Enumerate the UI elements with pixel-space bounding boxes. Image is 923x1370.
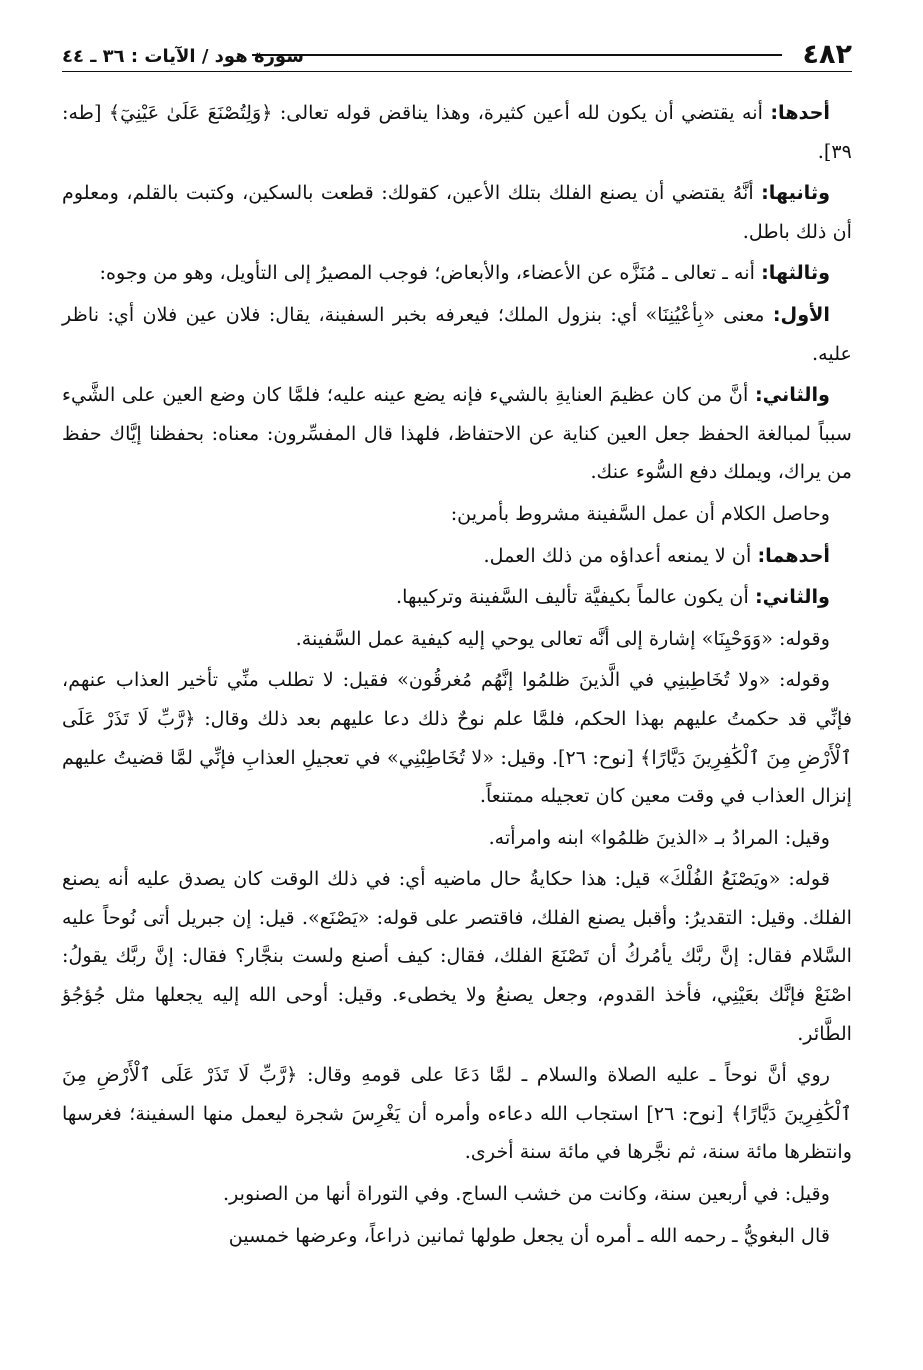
paragraph: [62, 94, 852, 171]
paragraph-lead: وثالثها:: [761, 261, 830, 285]
header-rule: [252, 54, 782, 56]
paragraph-text: أنَّ من كان عظيمَ العنايةِ بالشيء فإنه يضع عينه عليه؛ فلمَّا كان وضع العين على الشَّيء سبباً لمبالغة الحفظ جعل العين كناية عن الاحتفاظ، فلهذا قال المفسِّرون: معناه: بحفظنا إيَّاك حفظ من يراك، ويملك دفع السُّوء عنك.: [62, 383, 852, 484]
paragraph: [62, 537, 852, 576]
paragraph-text: أنَّهُ يقتضي أن يصنع الفلك بتلك الأعين، كقولك: قطعت بالسكين، وكتبت بالقلم، ومعلوم أن ذلك باطل.: [62, 181, 852, 243]
paragraph-lead: والثاني:: [754, 383, 830, 407]
paragraph-lead: والثاني:: [754, 585, 830, 609]
paragraph-lead: الأول:: [772, 302, 830, 326]
paragraph: [62, 376, 852, 492]
paragraph-text: معنى «بِأعْيُنِنَا» أي: بنزول الملك؛ فيعرفه بخبر السفينة، يقال: فلان عين فلان أي: ناظر عليه.: [62, 302, 852, 365]
paragraph-text: وقوله: «وَوَحْيِنَا» إشارة إلى أنَّه تعالى يوحي إليه كيفية عمل السَّفينة.: [295, 626, 830, 650]
paragraph: [62, 174, 852, 251]
paragraph: [62, 819, 852, 858]
running-header: [62, 28, 852, 72]
body-text: [62, 94, 852, 1255]
paragraph-text: وقيل: في أربعين سنة، وكانت من خشب الساج. وفي التوراة أنها من الصنوبر.: [222, 1182, 830, 1206]
paragraph: [62, 860, 852, 1053]
paragraph-lead: أحدهما:: [757, 543, 830, 567]
paragraph-text: أنه يقتضي أن يكون لله أعين كثيرة، وهذا يناقض قوله تعالى: ﴿وَلِتُصْنَعَ عَلَىٰ عَيْنِيٓ﴾ [طه: ٣٩].: [62, 101, 852, 163]
paragraph: [62, 578, 852, 617]
page-number: ٤٨٢: [802, 39, 852, 70]
surah-title: سورة هود / الآيات : ٣٦ ـ ٤٤: [62, 46, 304, 67]
paragraph-text: وقوله: «ولا تُخَاطِبنِي في الَّذينَ ظلمُوا إنَّهُم مُغرقُون» فقيل: لا تطلب منِّي تأخير العذاب عنهم، فإنِّي قد حكمتُ عليهم بهذا الحكم، فلمَّا علم نوحٌ ذلك دعا عليهم بعد ذلك وقال: ﴿رَّبِّ لَا تَذَرْ عَلَى ٱلْأَرْضِ مِنَ ٱلْكَٰفِرِينَ دَيَّارًا﴾ [نوح: ٢٦]. وقيل: «لا تُخَاطِبْنِي» في تعجيلِ العذابِ فإنِّي لمَّا قضيتُ عليهم إنزال العذاب في وقت معين كان تعجيله ممتنعاً.: [62, 668, 852, 808]
paragraph-text: قوله: «ويَصْنَعُ الفُلْكَ» قيل: هذا حكايةُ حال ماضيه أي: في ذلك الوقت كان يصدق عليه أنه يصنع الفلك. وقيل: التقديرُ: وأقبل يصنع الفلك، فاقتصر على قوله: «يَصْنَع». قيل: إن جبريل أتى نُوحاً عليه السَّلام فقال: إنَّ ربَّك يأمُركُ أن تَصْنَعَ الفلك، فقال: كيف أصنع ولست بنجَّار؟ فقال: إنَّ ربَّك يقولُ: اصْنَعْ فإنَّك بعَيْنِي، فأخذ القدوم، وجعل يصنعُ ولا يخطىء. وقيل: أوحى الله إليه يجعلها مثل جُؤجُؤ الطَّائر.: [62, 867, 852, 1045]
paragraph: [62, 661, 852, 815]
paragraph: [62, 1175, 852, 1214]
paragraph-lead: وثانيها:: [761, 181, 830, 205]
paragraph: [62, 1056, 852, 1172]
paragraph: [62, 620, 852, 659]
paragraph-lead: أحدها:: [770, 101, 830, 124]
paragraph: [62, 296, 852, 373]
paragraph-text: قال البغويُّ ـ رحمه الله ـ أمره أن يجعل طولها ثمانين ذراعاً، وعرضها خمسين: [228, 1223, 830, 1247]
header-underline: [62, 71, 852, 72]
paragraph-text: أن يكون عالماً بكيفيَّة تأليف السَّفينة وتركيبها.: [396, 585, 755, 609]
paragraph: [62, 495, 852, 534]
paragraph-text: روي أنَّ نوحاً ـ عليه الصلاة والسلام ـ لمَّا دَعَا على قومهِ وقال: ﴿رَّبِّ لَا تَذَرْ عَلَى ٱلْأَرْضِ مِنَ ٱلْكَٰفِرِينَ دَيَّارًا﴾ [نوح: ٢٦] استجاب الله دعاءه وأمره أن يَغْرِسَ شجرة ليعمل منها السفينة؛ فغرسها وانتظرها مائة سنة، ثم نجَّرها في مائة سنة أخرى.: [62, 1063, 853, 1164]
paragraph-text: وقيل: المرادُ بـ «الذينَ ظلمُوا» ابنه وامرأته.: [488, 825, 830, 849]
page: [62, 28, 852, 1348]
paragraph: [62, 254, 852, 293]
paragraph: [62, 1217, 852, 1256]
paragraph-text: أن لا يمنعه أعداؤه من ذلك العمل.: [483, 543, 758, 567]
paragraph-text: وحاصل الكلام أن عمل السَّفينة مشروط بأمرين:: [450, 501, 830, 525]
paragraph-text: أنه ـ تعالى ـ مُنَزَّه عن الأعضاء، والأبعاض؛ فوجب المصيرُ إلى التأويل، وهو من وجوه:: [99, 261, 762, 285]
